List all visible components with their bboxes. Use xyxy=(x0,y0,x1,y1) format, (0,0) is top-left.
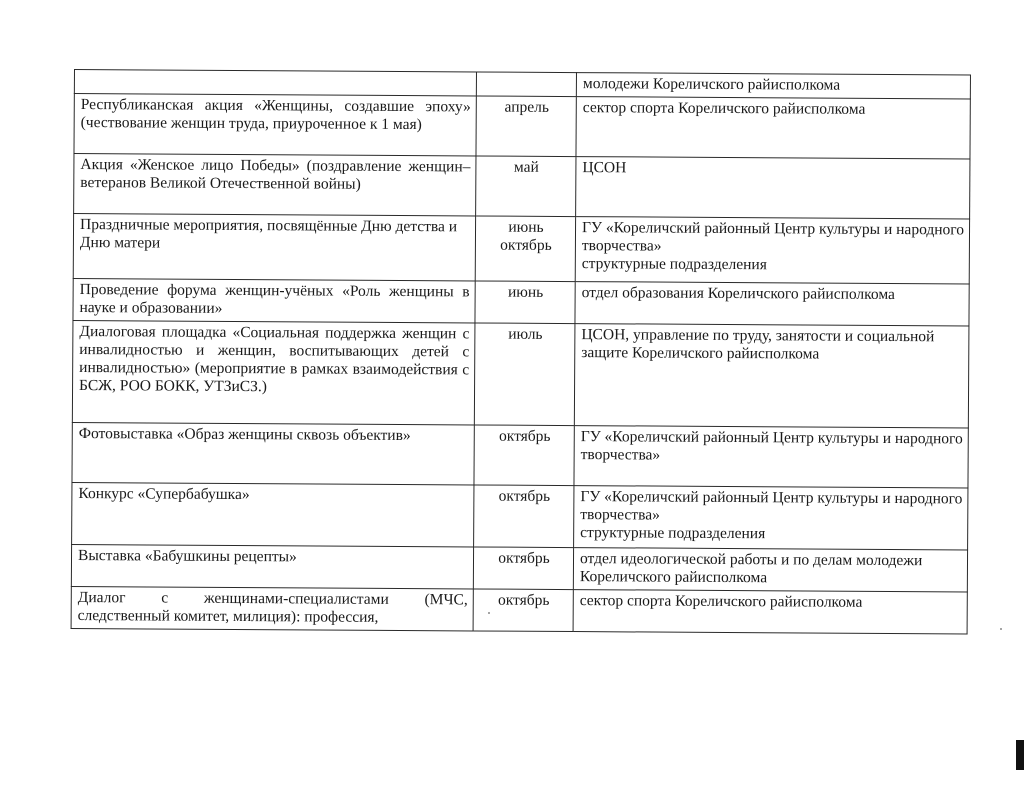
date-cell: май xyxy=(476,156,576,217)
table-row xyxy=(72,422,968,487)
events-table xyxy=(71,69,971,634)
event-cell: Проведение форума женщин-учёных «Роль женщины в науке и образовании» xyxy=(73,278,475,322)
table-row xyxy=(72,482,968,549)
date-cell: июнь октябрь xyxy=(475,216,575,282)
date-cell: апрель xyxy=(476,96,576,157)
event-cell: Праздничные мероприятия, посвящённые Дню детства и Дню матери xyxy=(73,214,475,281)
scan-edge-mark xyxy=(1016,740,1024,770)
scan-speck xyxy=(488,612,490,614)
date-cell: октябрь xyxy=(474,485,574,548)
scan-speck xyxy=(1000,628,1002,630)
event-cell: Акция «Женское лицо Победы» (поздравление женщин–ветеранов Великой Отечественной войны) xyxy=(74,154,476,216)
responsible-cell: молодежи Кореличского райисполкома xyxy=(576,73,970,99)
date-cell: октябрь xyxy=(474,425,574,486)
date-cell: октябрь xyxy=(473,547,573,590)
responsible-cell: ГУ «Кореличский районный Центр культуры и народного творчества» структурные подразделения xyxy=(575,217,969,284)
event-cell: Фотовыставка «Образ женщины сквозь объектив» xyxy=(72,422,474,484)
responsible-cell: ЦСОН, управление по труду, занятости и социальной защите Кореличского райисполкома xyxy=(574,324,969,428)
responsible-cell: ЦСОН xyxy=(576,157,970,219)
responsible-cell: сектор спорта Кореличского райисполкома xyxy=(576,97,970,159)
table-row xyxy=(73,278,969,325)
table-row xyxy=(74,154,970,219)
responsible-cell: сектор спорта Кореличского райисполкома xyxy=(573,590,967,634)
event-cell: Диалог с женщинами-специалистами (МЧС, следственный комитет, милиция): профессия, xyxy=(71,586,473,630)
table-row xyxy=(71,586,967,633)
event-cell: Диалоговая площадка «Социальная поддержка женщин с инвалидностью и женщин, воспитывающих детей с инвалидностью» (мероприятие в рамках взаимодействия с БСЖ, РОО БОКК, УТЗиСЗ.) xyxy=(72,320,475,424)
responsible-cell: отдел образования Кореличского райисполкома xyxy=(575,282,969,326)
table-row xyxy=(73,214,969,284)
date-cell: июль xyxy=(474,323,575,426)
table-row xyxy=(71,544,967,591)
responsible-cell: отдел идеологической работы и по делам молодежи Кореличского райисполкома xyxy=(573,548,967,592)
date-cell: октябрь xyxy=(473,589,573,632)
responsible-cell: ГУ «Кореличский районный Центр культуры и народного творчества» структурные подразделения xyxy=(574,486,968,550)
event-cell: Конкурс «Супербабушка» xyxy=(72,482,474,546)
table-row xyxy=(72,320,969,427)
event-cell xyxy=(74,70,476,96)
date-cell xyxy=(476,72,576,97)
responsible-cell: ГУ «Кореличский районный Центр культуры и народного творчества» xyxy=(574,426,968,488)
event-cell: Республиканская акция «Женщины, создавшие эпоху» (чествование женщин труда, приуроченное к 1 мая) xyxy=(74,94,476,156)
table-row xyxy=(74,94,970,159)
event-cell: Выставка «Бабушкины рецепты» xyxy=(71,544,473,588)
date-cell: июнь xyxy=(475,281,575,324)
